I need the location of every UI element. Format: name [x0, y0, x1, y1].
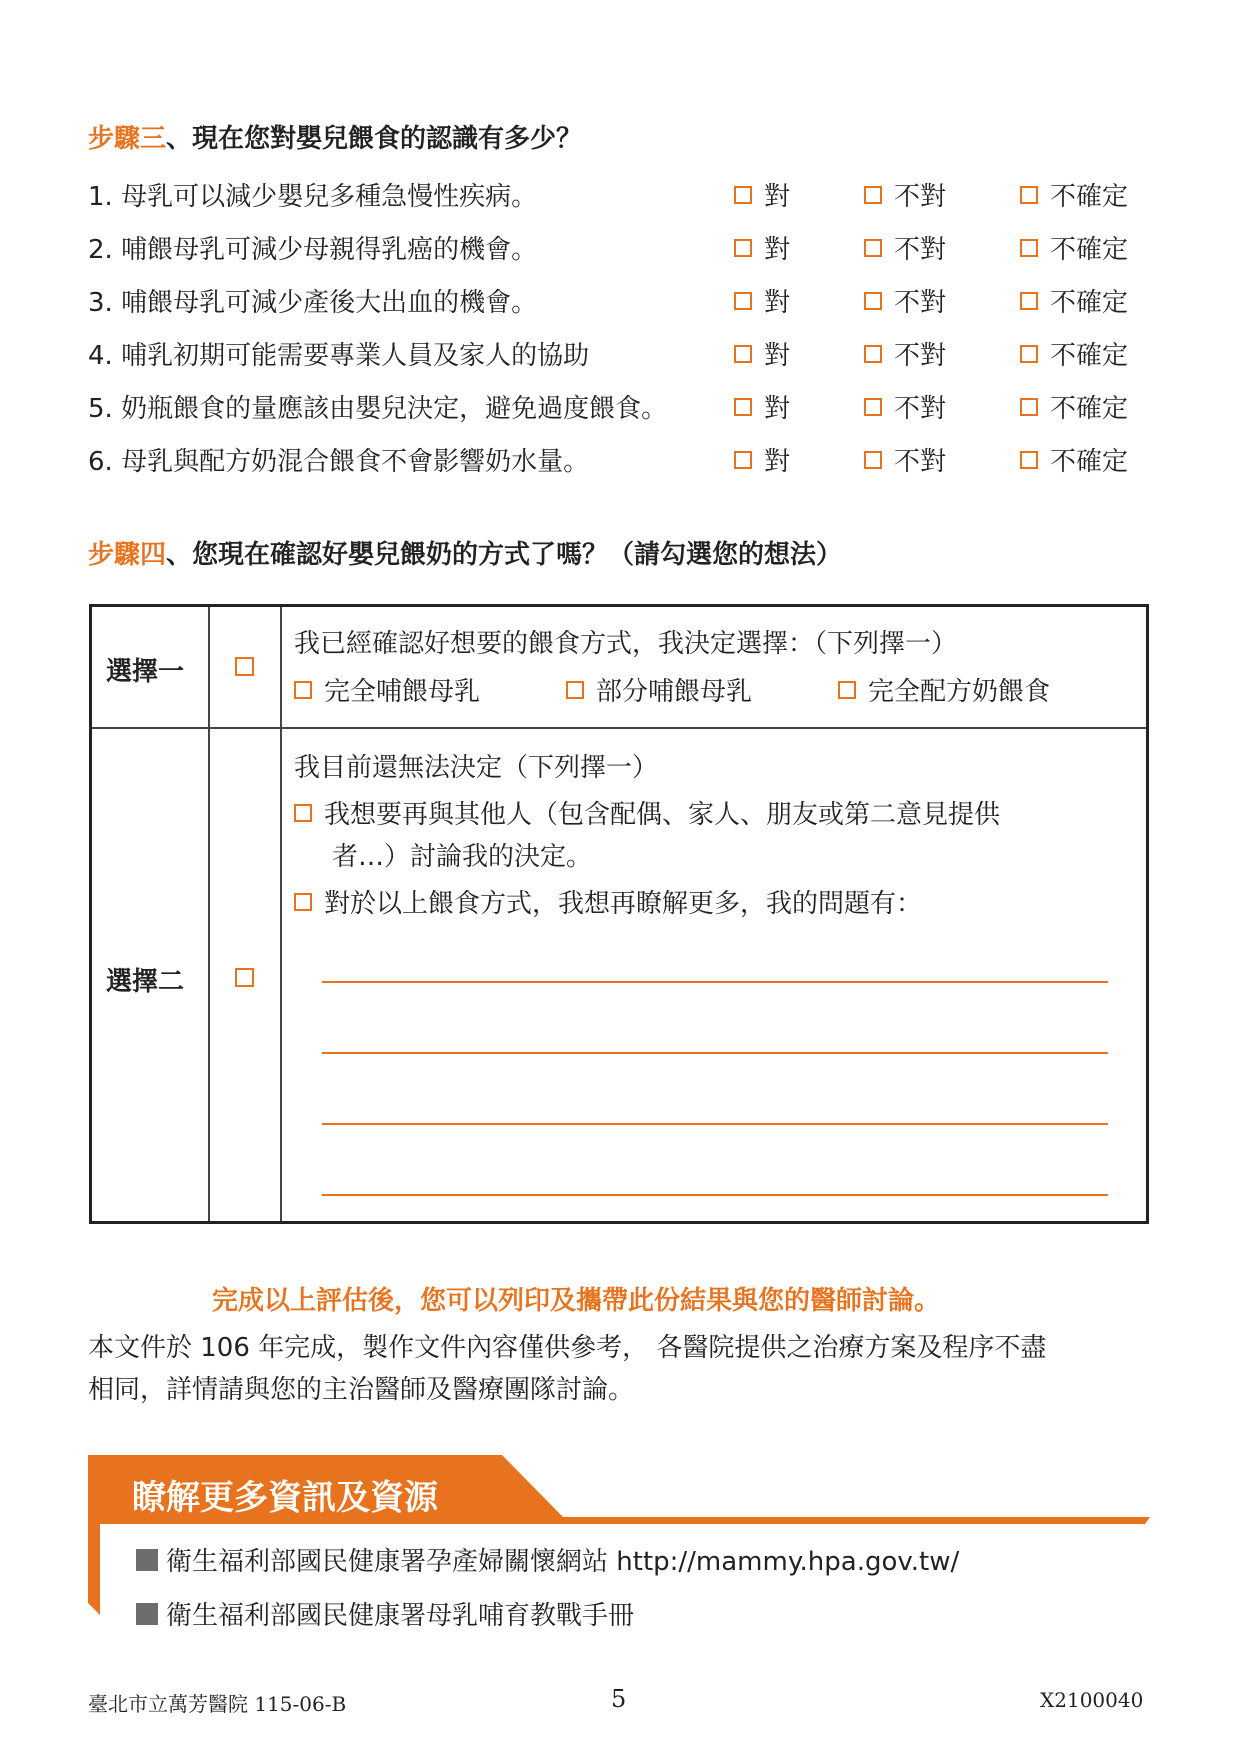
checkbox-icon[interactable]	[1020, 186, 1038, 204]
choice1-checkbox-icon[interactable]	[235, 657, 254, 676]
bullet-square-icon	[136, 1549, 158, 1571]
checkbox-icon[interactable]	[734, 451, 752, 469]
option-true[interactable]: 對	[734, 229, 790, 266]
print-notice: 完成以上評估後，您可以列印及攜帶此份結果與您的醫師討論。	[212, 1286, 941, 1316]
option-false[interactable]: 不對	[864, 282, 946, 319]
checkbox-icon[interactable]	[864, 186, 882, 204]
question-text: 6. 母乳與配方奶混合餵食不會影響奶水量。	[88, 447, 590, 477]
choice1-option-formula[interactable]: 完全配方奶餵食	[838, 671, 1050, 708]
question-row	[88, 176, 1158, 216]
choice2-option-discuss[interactable]: 我想要再與其他人（包含配偶、家人、朋友或第二意見提供	[294, 794, 1000, 831]
option-unsure[interactable]: 不確定	[1020, 229, 1128, 266]
disclaimer-line2: 相同，詳情請與您的主治醫師及醫療團隊討論。	[88, 1375, 635, 1405]
footer-hospital: 臺北市立萬芳醫院 115-06-B	[88, 1692, 347, 1716]
choice2-option-discuss-cont: 者…）討論我的決定。	[332, 842, 593, 872]
checkbox-icon[interactable]	[864, 451, 882, 469]
question-text: 3. 哺餵母乳可減少產後大出血的機會。	[88, 288, 538, 318]
checkbox-icon[interactable]	[294, 681, 312, 699]
option-true[interactable]: 對	[734, 441, 790, 478]
option-unsure[interactable]: 不確定	[1020, 282, 1128, 319]
option-unsure[interactable]: 不確定	[1020, 176, 1128, 213]
option-false[interactable]: 不對	[864, 229, 946, 266]
question-row	[88, 335, 1158, 375]
answer-line[interactable]	[322, 1052, 1108, 1054]
checkbox-icon[interactable]	[734, 186, 752, 204]
resource-item: 衛生福利部國民健康署母乳哺育教戰手冊	[136, 1595, 634, 1632]
checkbox-icon[interactable]	[1020, 345, 1038, 363]
checkbox-icon[interactable]	[1020, 239, 1038, 257]
footer-doc-code: X2100040	[1040, 1688, 1144, 1712]
option-false[interactable]: 不對	[864, 388, 946, 425]
table-divider	[92, 727, 1146, 729]
step3-prefix: 步驟三	[88, 124, 167, 154]
checkbox-icon[interactable]	[864, 398, 882, 416]
checkbox-icon[interactable]	[294, 893, 312, 911]
question-text: 1. 母乳可以減少嬰兒多種急慢性疾病。	[88, 182, 538, 212]
answer-line[interactable]	[322, 1194, 1108, 1196]
checkbox-icon[interactable]	[1020, 451, 1038, 469]
option-unsure[interactable]: 不確定	[1020, 441, 1128, 478]
checkbox-icon[interactable]	[838, 681, 856, 699]
step4-heading	[88, 534, 842, 571]
question-text: 2. 哺餵母乳可減少母親得乳癌的機會。	[88, 235, 538, 265]
answer-line[interactable]	[322, 981, 1108, 983]
question-text: 5. 奶瓶餵食的量應該由嬰兒決定，避免過度餵食。	[88, 394, 668, 424]
choice2-text: 我目前還無法決定（下列擇一）	[294, 753, 659, 783]
question-row	[88, 229, 1158, 269]
checkbox-icon[interactable]	[864, 292, 882, 310]
answer-line[interactable]	[322, 1123, 1108, 1125]
page-number: 5	[611, 1685, 627, 1713]
choice1-option-partial-breastfeed[interactable]: 部分哺餵母乳	[566, 671, 752, 708]
checkbox-icon[interactable]	[864, 345, 882, 363]
resources-title: 瞭解更多資訊及資源	[132, 1478, 438, 1518]
option-false[interactable]: 不對	[864, 176, 946, 213]
checkbox-icon[interactable]	[566, 681, 584, 699]
bullet-square-icon	[136, 1603, 158, 1625]
step4-prefix: 步驟四	[88, 540, 167, 570]
question-row	[88, 282, 1158, 322]
checkbox-icon[interactable]	[1020, 292, 1038, 310]
option-true[interactable]: 對	[734, 282, 790, 319]
resource-item: 衛生福利部國民健康署孕產婦關懷網站 http://mammy.hpa.gov.tw/	[136, 1541, 959, 1578]
option-unsure[interactable]: 不確定	[1020, 335, 1128, 372]
checkbox-icon[interactable]	[864, 239, 882, 257]
table-divider	[208, 607, 210, 1221]
option-unsure[interactable]: 不確定	[1020, 388, 1128, 425]
checkbox-icon[interactable]	[734, 292, 752, 310]
choice2-option-learn-more[interactable]: 對於以上餵食方式，我想再瞭解更多，我的問題有：	[294, 883, 922, 920]
choice1-option-full-breastfeed[interactable]: 完全哺餵母乳	[294, 671, 480, 708]
table-divider	[280, 607, 282, 1221]
option-true[interactable]: 對	[734, 388, 790, 425]
option-false[interactable]: 不對	[864, 335, 946, 372]
disclaimer-line1: 本文件於 106 年完成，製作文件內容僅供參考， 各醫院提供之治療方案及程序不盡	[88, 1333, 1047, 1363]
choice2-checkbox-icon[interactable]	[235, 968, 254, 987]
choice2-label: 選擇二	[106, 967, 185, 997]
option-true[interactable]: 對	[734, 335, 790, 372]
option-false[interactable]: 不對	[864, 441, 946, 478]
question-row	[88, 388, 1158, 428]
choice1-label: 選擇一	[106, 657, 185, 687]
step3-title: 、現在您對嬰兒餵食的認識有多少？	[166, 124, 583, 154]
question-text: 4. 哺乳初期可能需要專業人員及家人的協助	[88, 341, 590, 371]
checkbox-icon[interactable]	[1020, 398, 1038, 416]
question-row	[88, 441, 1158, 481]
step3-heading	[88, 118, 582, 155]
checkbox-icon[interactable]	[734, 398, 752, 416]
checkbox-icon[interactable]	[734, 239, 752, 257]
checkbox-icon[interactable]	[294, 804, 312, 822]
option-true[interactable]: 對	[734, 176, 790, 213]
choice1-text: 我已經確認好想要的餵食方式，我決定選擇：（下列擇一）	[294, 629, 958, 659]
step4-title: 、您現在確認好嬰兒餵奶的方式了嗎？（請勾選您的想法）	[166, 540, 843, 570]
checkbox-icon[interactable]	[734, 345, 752, 363]
decision-table	[89, 604, 1149, 1224]
